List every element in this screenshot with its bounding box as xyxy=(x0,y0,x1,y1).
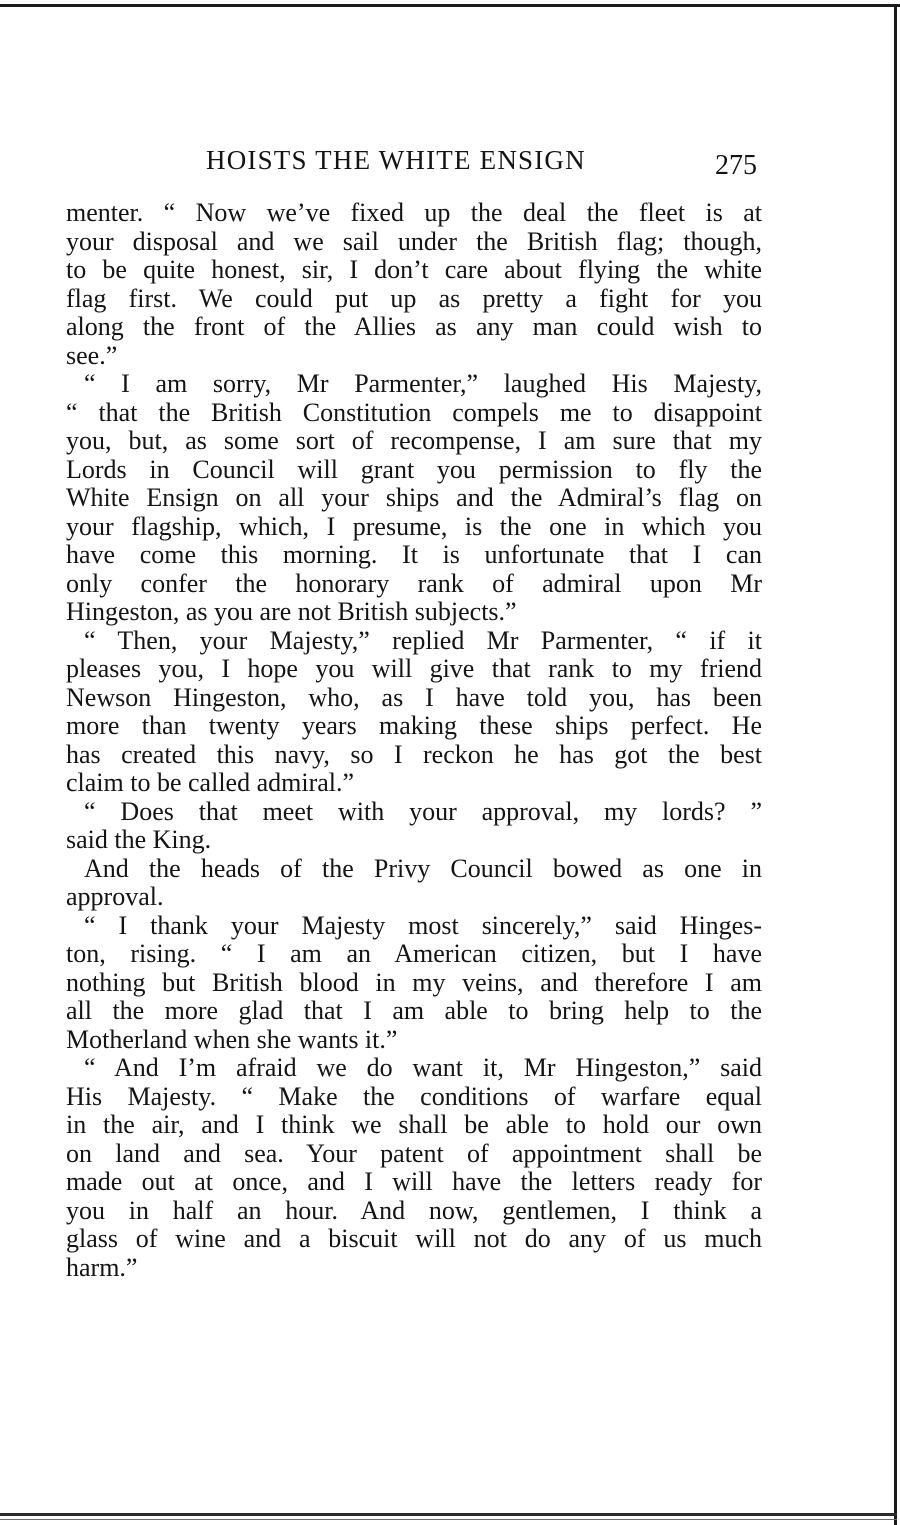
text-line: have come this morning. It is unfortunate that I can xyxy=(66,540,762,569)
text-line: And the heads of the Privy Council bowed as one in xyxy=(84,853,762,883)
text-line: your disposal and we sail under the British flag; though, xyxy=(66,226,762,256)
text-line: Hingeston, as you are not British subjects.” xyxy=(66,597,517,626)
text-line: Newson Hingeston, who, as I have told you, has been xyxy=(66,682,762,712)
text-line: you, but, as some sort of recompense, I am sure that my xyxy=(66,426,762,455)
running-title: HOISTS THE WHITE ENSIGN xyxy=(206,145,586,175)
text-line: more than twenty years making these ships perfect. He xyxy=(66,711,762,740)
text-line: all the more glad that I am able to bring help to the xyxy=(66,996,762,1025)
text-line: His Majesty. “ Make the conditions of warfare equal xyxy=(66,1081,762,1111)
text-line: Motherland when she wants it.” xyxy=(66,1024,398,1054)
text-line: “ Then, your Majesty,” replied Mr Parmenter, “ if it xyxy=(84,625,762,655)
body-text xyxy=(66,199,762,1282)
text-line: on land and sea. Your patent of appointment shall be xyxy=(66,1138,762,1168)
text-line: along the front of the Allies as any man could wish to xyxy=(66,312,762,341)
text-line: glass of wine and a biscuit will not do any of us much xyxy=(66,1224,762,1253)
text-line: to be quite honest, sir, I don’t care about flying the white xyxy=(66,255,762,284)
text-line: said the King. xyxy=(66,825,212,854)
text-line: has created this navy, so I reckon he has got the best xyxy=(66,739,762,769)
page-number: 275 xyxy=(715,150,757,181)
text-line: White Ensign on all your ships and the Admiral’s flag on xyxy=(66,483,762,512)
text-line: approval. xyxy=(66,882,164,911)
text-line: your flagship, which, I presume, is the one in which you xyxy=(66,511,762,541)
text-line: claim to be called admiral.” xyxy=(66,768,355,797)
text-line: see.” xyxy=(66,340,118,370)
scan-border-bottom xyxy=(0,1513,897,1516)
text-line: made out at once, and I will have the letters ready for xyxy=(66,1167,762,1196)
text-line: “ I thank your Majesty most sincerely,” said Hinges- xyxy=(84,910,762,940)
scan-border-bottom-thin xyxy=(0,1519,897,1520)
text-line: harm.” xyxy=(66,1252,138,1282)
text-line: “ that the British Constitution compels me to disappoint xyxy=(66,397,762,427)
text-line: “ Does that meet with your approval, my lords? ” xyxy=(84,796,762,826)
text-line: “ And I’m afraid we do want it, Mr Hingeston,” said xyxy=(84,1053,762,1082)
text-line: Lords in Council will grant you permission to fly the xyxy=(66,454,762,484)
text-line: “ I am sorry, Mr Parmenter,” laughed His Majesty, xyxy=(84,369,762,398)
text-line: pleases you, I hope you will give that rank to my friend xyxy=(66,654,762,683)
text-line: only confer the honorary rank of admiral upon Mr xyxy=(66,568,762,598)
text-line: in the air, and I think we shall be able to hold our own xyxy=(66,1110,762,1139)
text-line: you in half an hour. And now, gentlemen, I think a xyxy=(66,1195,762,1225)
text-line: menter. “ Now we’ve fixed up the deal the fleet is at xyxy=(66,198,762,227)
text-line: ton, rising. “ I am an American citizen, but I have xyxy=(66,939,762,968)
scan-border-right xyxy=(894,4,897,1525)
text-line: flag first. We could put up as pretty a fight for you xyxy=(66,283,762,313)
text-line: nothing but British blood in my veins, and therefore I am xyxy=(66,967,762,997)
scan-border-top xyxy=(0,4,900,7)
